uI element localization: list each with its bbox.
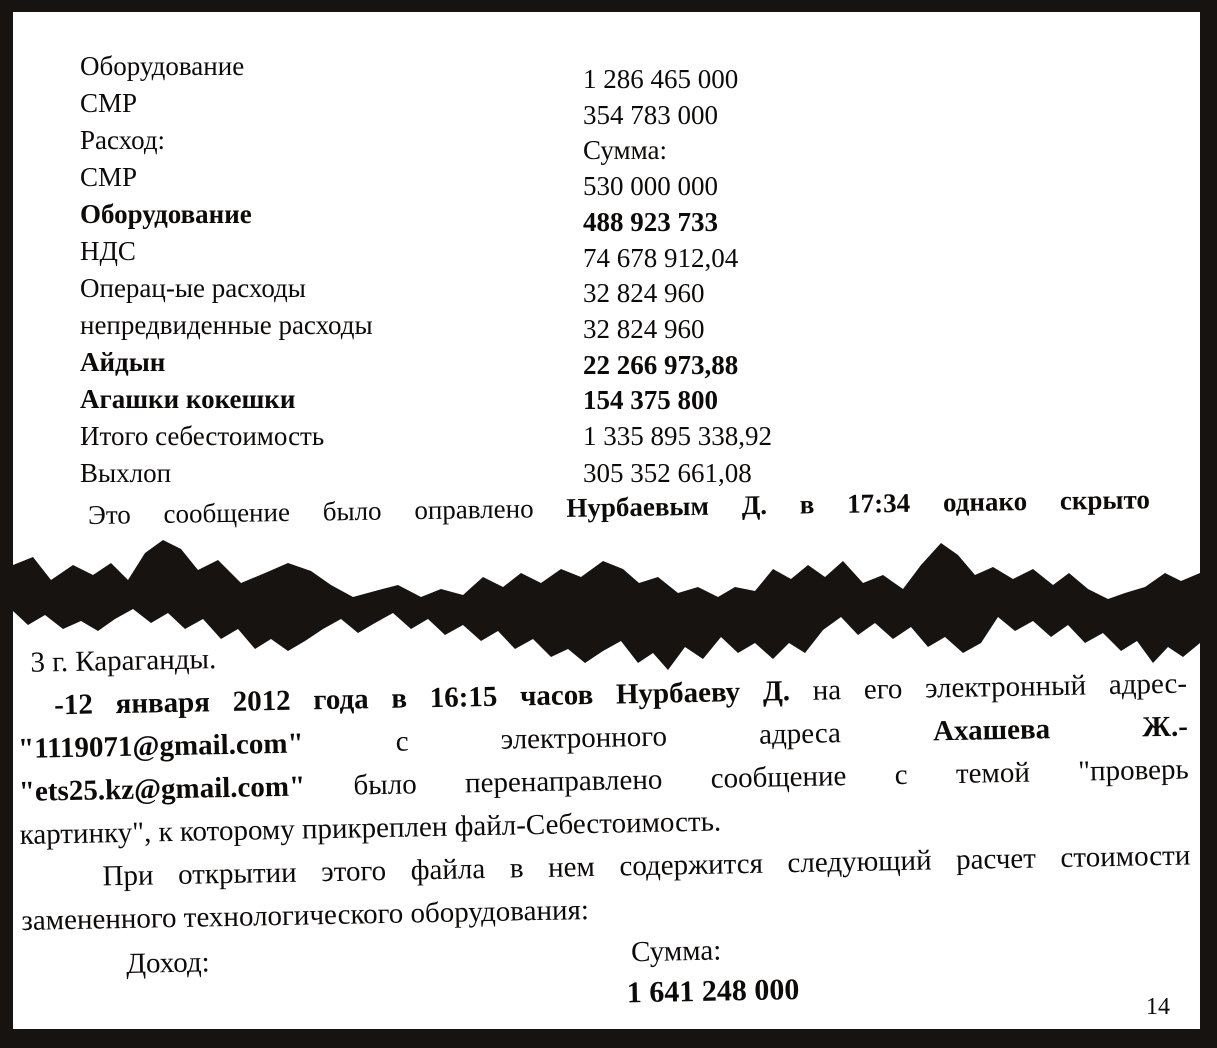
cost-label: Расход: (80, 125, 166, 155)
text-segment: было перенаправлено сообщение с темой "проверь (304, 753, 1189, 803)
cost-label: Итого себестоимость (80, 421, 325, 451)
cost-value: 1 286 465 000 (583, 64, 739, 94)
text-segment: -12 января 2012 года в 16:15 часов Нурбаеву Д. (53, 675, 791, 722)
text-segment: При открытии этого файла в нем содержится следующий расчет стоимости (102, 839, 1191, 893)
text-segment: замененного технологического оборудования: (21, 894, 590, 937)
cost-row (80, 48, 1170, 94)
cost-label: Агашки кокешки (80, 384, 296, 414)
cost-value: 354 783 000 (583, 100, 718, 130)
cost-label: НДС (80, 236, 136, 266)
text-segment: Ахашева Ж.- (932, 710, 1189, 748)
text-segment: с электронного адреса (303, 715, 934, 760)
text-segment: картинку", к которому прикреплен файл-Себестоимость. (19, 805, 722, 851)
page-number: 14 (1146, 994, 1170, 1020)
cost-label: Операц-ые расходы (80, 273, 306, 303)
cost-row (80, 159, 1170, 201)
sum-label: Сумма: (630, 934, 722, 969)
cost-value: Сумма: (583, 135, 667, 165)
text-segment: "ets25.kz@gmail.com" (18, 770, 306, 808)
body-text (16, 620, 1193, 1033)
cost-value: 22 266 973,88 (583, 350, 739, 380)
cost-label: СМР (80, 162, 138, 192)
paragraph-email-forward (17, 663, 1190, 857)
cost-value: 32 824 960 (583, 314, 705, 344)
sum-value: 1 641 248 000 (626, 973, 800, 1010)
cost-value: 154 375 800 (583, 385, 718, 415)
text-segment: на его электронный адрес- (789, 667, 1188, 708)
cost-value: 488 923 733 (583, 207, 718, 237)
text-segment: "1119071@gmail.com" (17, 727, 304, 765)
cost-row (80, 233, 1170, 273)
cost-value: 305 352 661,08 (583, 458, 752, 488)
cost-row (80, 344, 1170, 381)
cost-row (80, 196, 1170, 237)
cost-table (80, 48, 1170, 492)
cost-label: Оборудование (80, 51, 245, 81)
cost-row (80, 307, 1170, 344)
cost-value: 530 000 000 (583, 171, 718, 201)
city-line: 3 г. Караганды. (30, 643, 217, 679)
cost-row (80, 270, 1170, 307)
cost-label: непредвиденные расходы (80, 310, 373, 340)
cost-label: Оборудование (80, 199, 252, 229)
cost-row (80, 418, 1170, 455)
cost-label: Айдын (80, 347, 166, 377)
text-segment: Это сообщение было оправлено (87, 492, 567, 530)
cost-value: 74 678 912,04 (583, 243, 739, 273)
text-segment: Нурбаевым Д. в 17:34 однако скрыто (566, 484, 1151, 523)
cost-value: 32 824 960 (583, 278, 705, 308)
cost-row (80, 381, 1170, 418)
cost-label: Выхлоп (80, 458, 172, 488)
cost-label: СМР (80, 88, 138, 118)
cost-value: 1 335 895 338,92 (583, 421, 772, 451)
income-label: Доход: (125, 946, 210, 980)
cost-row (80, 122, 1170, 165)
cost-row (80, 85, 1170, 130)
